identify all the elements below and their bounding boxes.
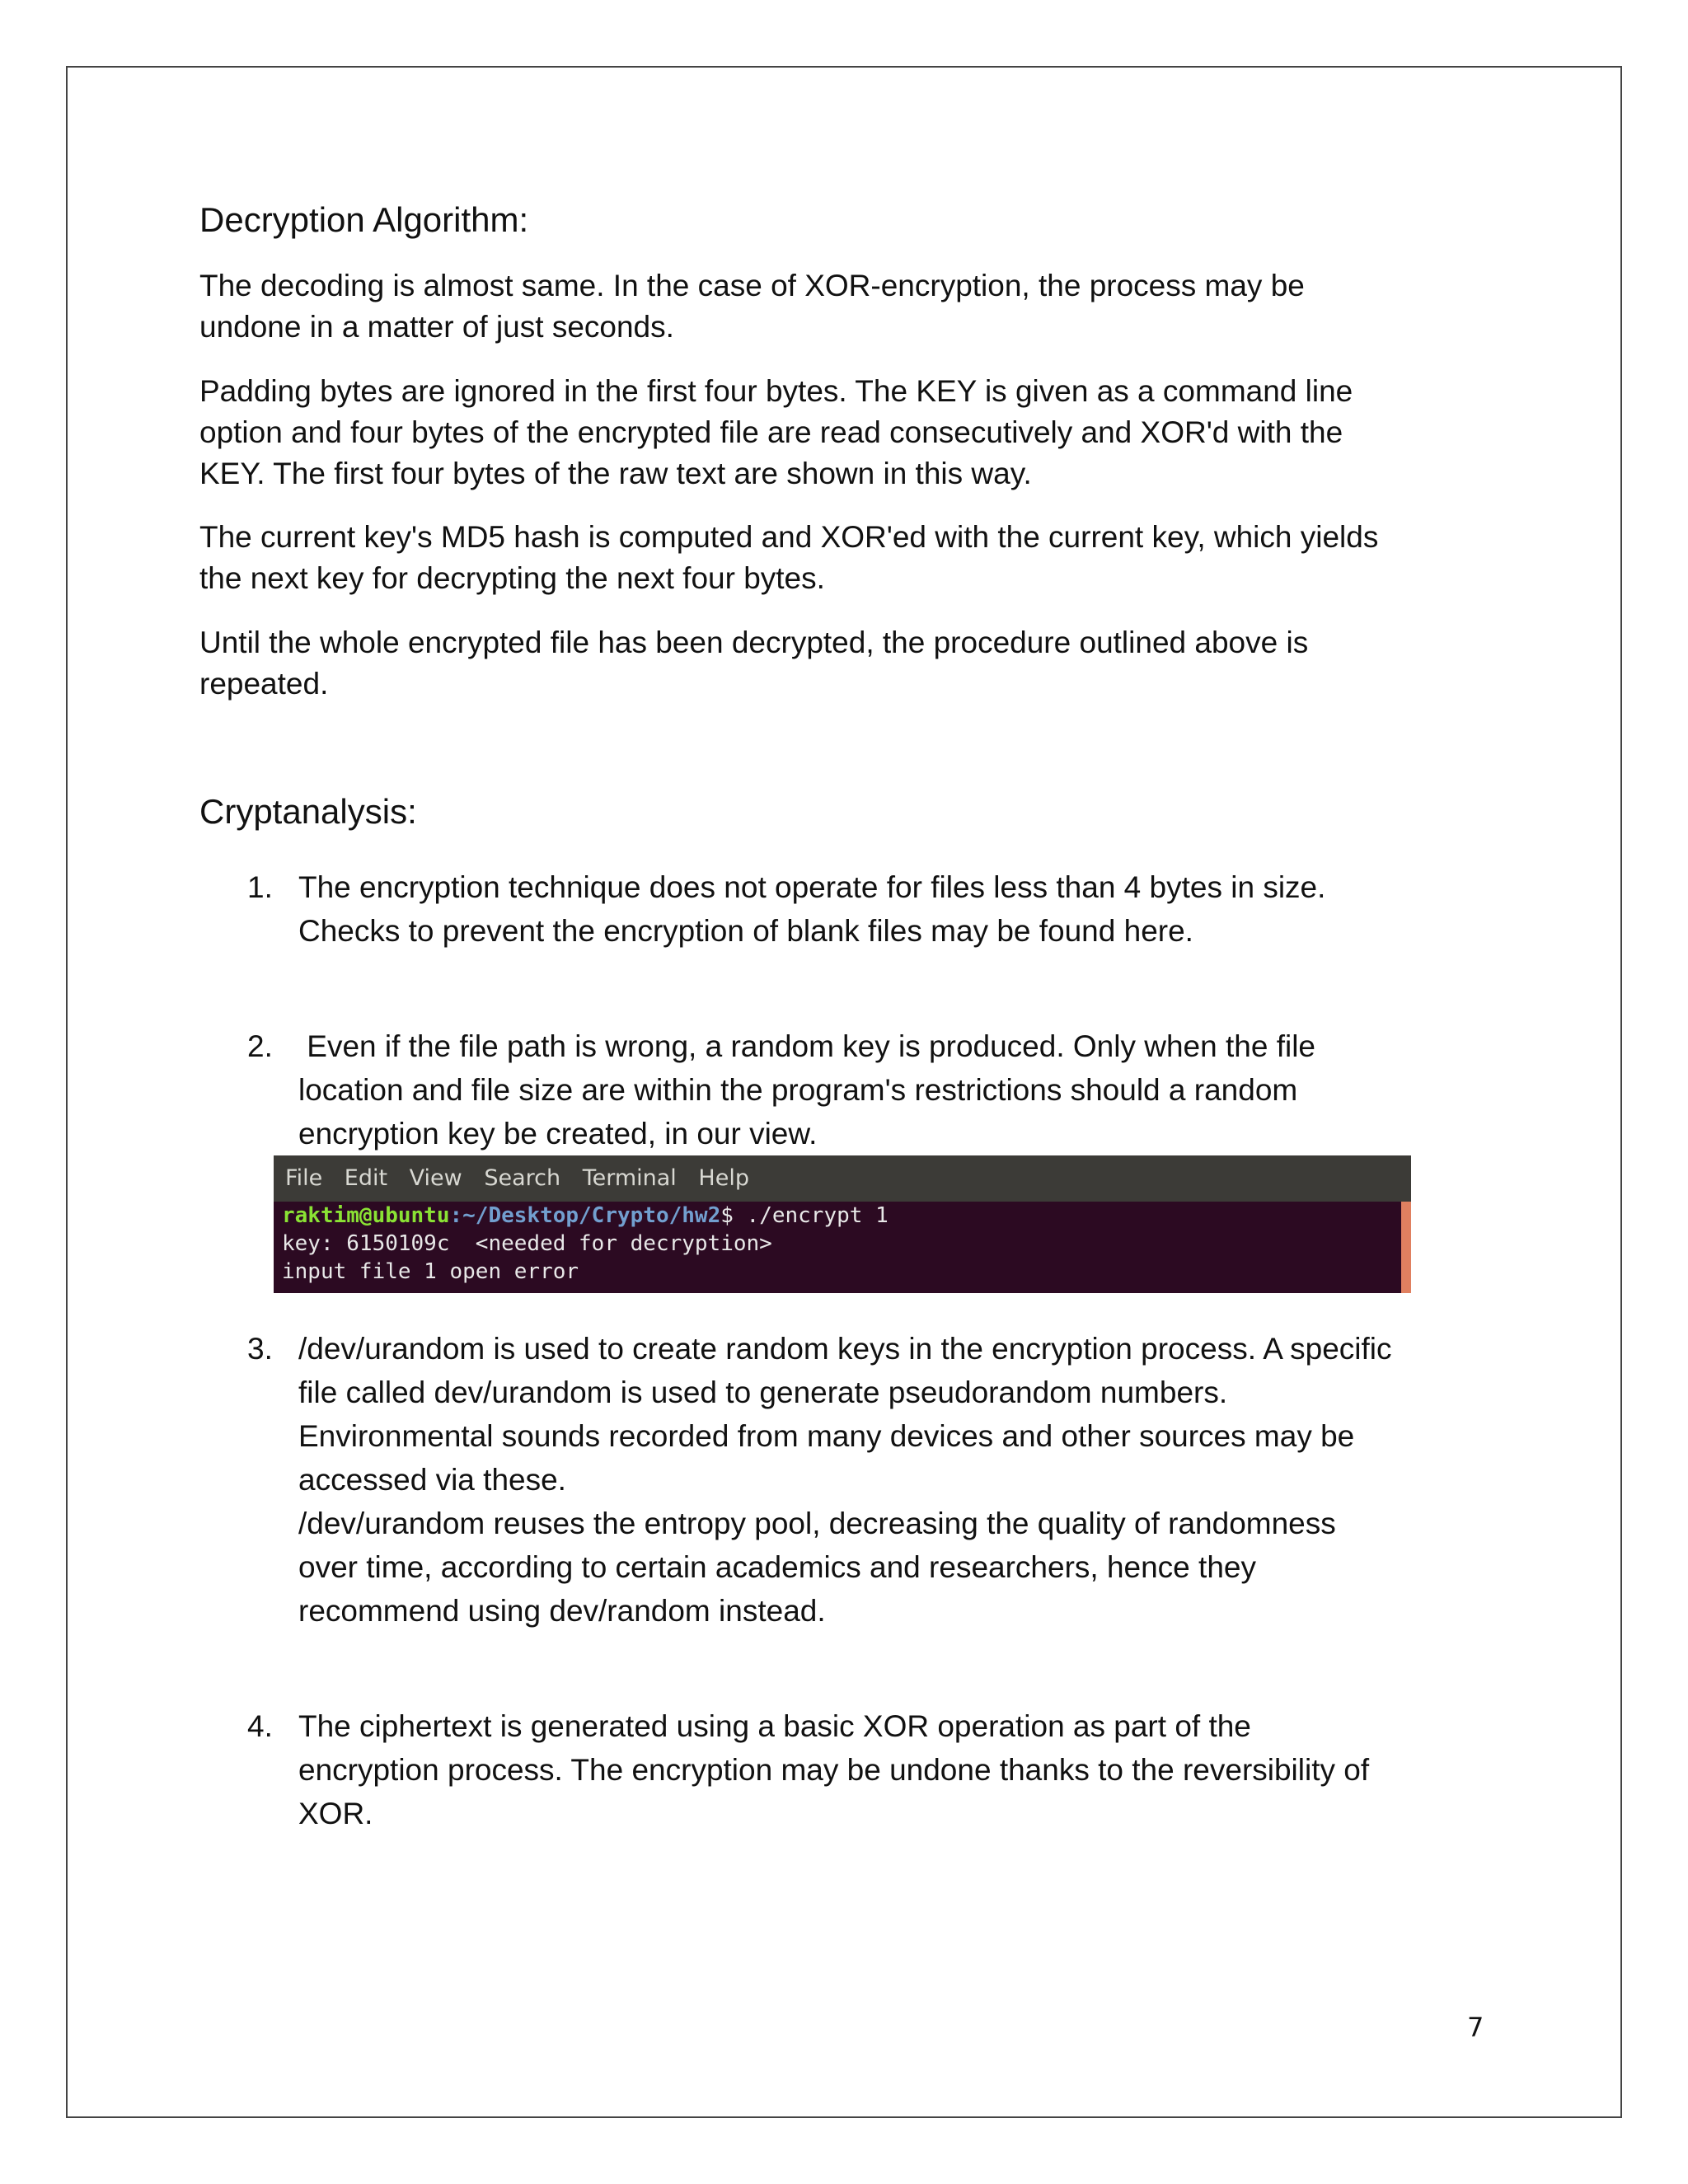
text-line: recommend using dev/random instead. [298,1594,826,1628]
text-line: The ciphertext is generated using a basic XOR operation as part of the [298,1709,1251,1743]
menu-help[interactable]: Help [698,1165,749,1191]
text-line: The decoding is almost same. In the case of XOR-encryption, the process may be [199,269,1305,302]
text-line: KEY. The first four bytes of the raw text are shown in this way. [199,457,1032,490]
text-line: Even if the file path is wrong, a random key is produced. Only when the file [298,1029,1315,1063]
text-line: Checks to prevent the encryption of blank files may be found here. [298,914,1193,948]
text-line: XOR. [298,1797,373,1830]
text-line: /dev/urandom is used to create random keys in the encryption process. A specific [298,1332,1392,1366]
menu-terminal[interactable]: Terminal [582,1165,677,1191]
text-line: option and four bytes of the encrypted file are read consecutively and XOR'd with the [199,415,1343,449]
text-line: Environmental sounds recorded from many devices and other sources may be [298,1419,1355,1453]
menu-edit[interactable]: Edit [344,1165,388,1191]
terminal-prompt-line [274,1202,1411,1230]
prompt-path: :~/Desktop/Crypto/hw2 [449,1203,721,1228]
text-line: encryption key be created, in our view. [298,1117,818,1151]
heading-decryption-algorithm: Decryption Algorithm: [199,200,529,239]
paragraph-repeat [199,622,1502,705]
text-line: The encryption technique does not operate for files less than 4 bytes in size. [298,870,1326,904]
prompt-command: $ ./encrypt 1 [720,1203,889,1228]
list-item-number: 3. [247,1332,273,1366]
text-line: Padding bytes are ignored in the first four bytes. The KEY is given as a command line [199,374,1353,408]
text-line: location and file size are within the program's restrictions should a random [298,1073,1298,1107]
terminal-scrollbar-edge [1401,1202,1411,1293]
terminal-menubar [274,1155,1411,1202]
list-item-text [298,865,1535,953]
heading-cryptanalysis: Cryptanalysis: [199,792,417,831]
paragraph-padding [199,371,1502,494]
list-item-number: 4. [247,1709,273,1743]
text-line: undone in a matter of just seconds. [199,310,674,344]
text-line: repeated. [199,667,329,701]
list-item-text [298,1024,1535,1155]
list-item-text [298,1704,1535,1835]
list-item-text [298,1327,1535,1633]
terminal-output-key: key: 6150109c <needed for decryption> [282,1231,772,1256]
text-line: /dev/urandom reuses the entropy pool, decreasing the quality of randomness [298,1507,1336,1540]
terminal-output-error: input file 1 open error [282,1259,579,1284]
text-line: accessed via these. [298,1463,566,1497]
paragraph-decoding [199,265,1502,348]
text-line: Until the whole encrypted file has been decrypted, the procedure outlined above is [199,626,1309,659]
text-line: over time, according to certain academics and researchers, hence they [298,1550,1256,1584]
menu-view[interactable]: View [409,1165,462,1191]
paragraph-md5 [199,517,1502,599]
text-line: file called dev/urandom is used to generate pseudorandom numbers. [298,1376,1228,1409]
list-item-number: 1. [247,870,273,904]
text-line: encryption process. The encryption may be undone thanks to the reversibility of [298,1753,1370,1787]
prompt-user: raktim@ubuntu [282,1203,450,1228]
list-item-number: 2. [247,1029,273,1063]
text-line: The current key's MD5 hash is computed and XOR'ed with the current key, which yields [199,520,1379,554]
page-number: 7 [1467,2012,1484,2043]
terminal-screenshot [274,1155,1411,1293]
menu-search[interactable]: Search [484,1165,561,1191]
text-line: the next key for decrypting the next four bytes. [199,561,825,595]
menu-file[interactable]: File [285,1165,323,1191]
